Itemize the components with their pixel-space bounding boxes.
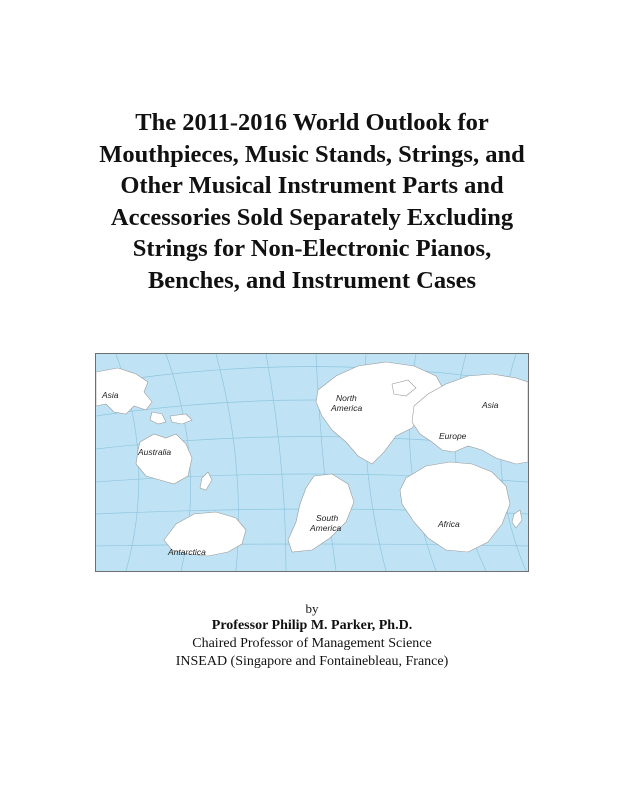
title-line: Strings for Non-Electronic Pianos,	[132, 235, 492, 262]
map-label-south-america-2: America	[310, 523, 342, 533]
by-word: by	[305, 601, 319, 616]
map-label-europe: Europe	[439, 431, 467, 441]
title-line: Benches, and Instrument Cases	[147, 266, 477, 294]
map-label-asia-east: Asia	[482, 400, 499, 410]
map-label-antarctica: Antarctica	[168, 547, 206, 557]
title-line: Mouthpieces, Music Stands, Strings, and	[99, 140, 525, 168]
author-name: Professor Philip M. Parker, Ph.D.	[211, 618, 413, 633]
map-label-north-america-2: America	[331, 403, 363, 413]
map-label-africa: Africa	[438, 519, 460, 529]
map-label-asia-west: Asia	[102, 390, 119, 400]
world-map-graphic	[96, 354, 528, 571]
title-line: Accessories Sold Separately Excluding	[110, 203, 514, 231]
world-map	[95, 353, 529, 572]
book-title	[40, 107, 584, 296]
map-label-australia: Australia	[138, 447, 172, 457]
map-label-north-america-1: North	[336, 393, 357, 403]
title-line: Other Musical Instrument Parts and	[120, 172, 504, 199]
title-line: The 2011-2016 World Outlook for	[135, 109, 489, 136]
map-label-south-america-1: South	[316, 513, 339, 523]
author-institution: INSEAD (Singapore and Fontainebleau, France)	[175, 654, 449, 669]
author-role: Chaired Professor of Management Science	[192, 636, 432, 651]
